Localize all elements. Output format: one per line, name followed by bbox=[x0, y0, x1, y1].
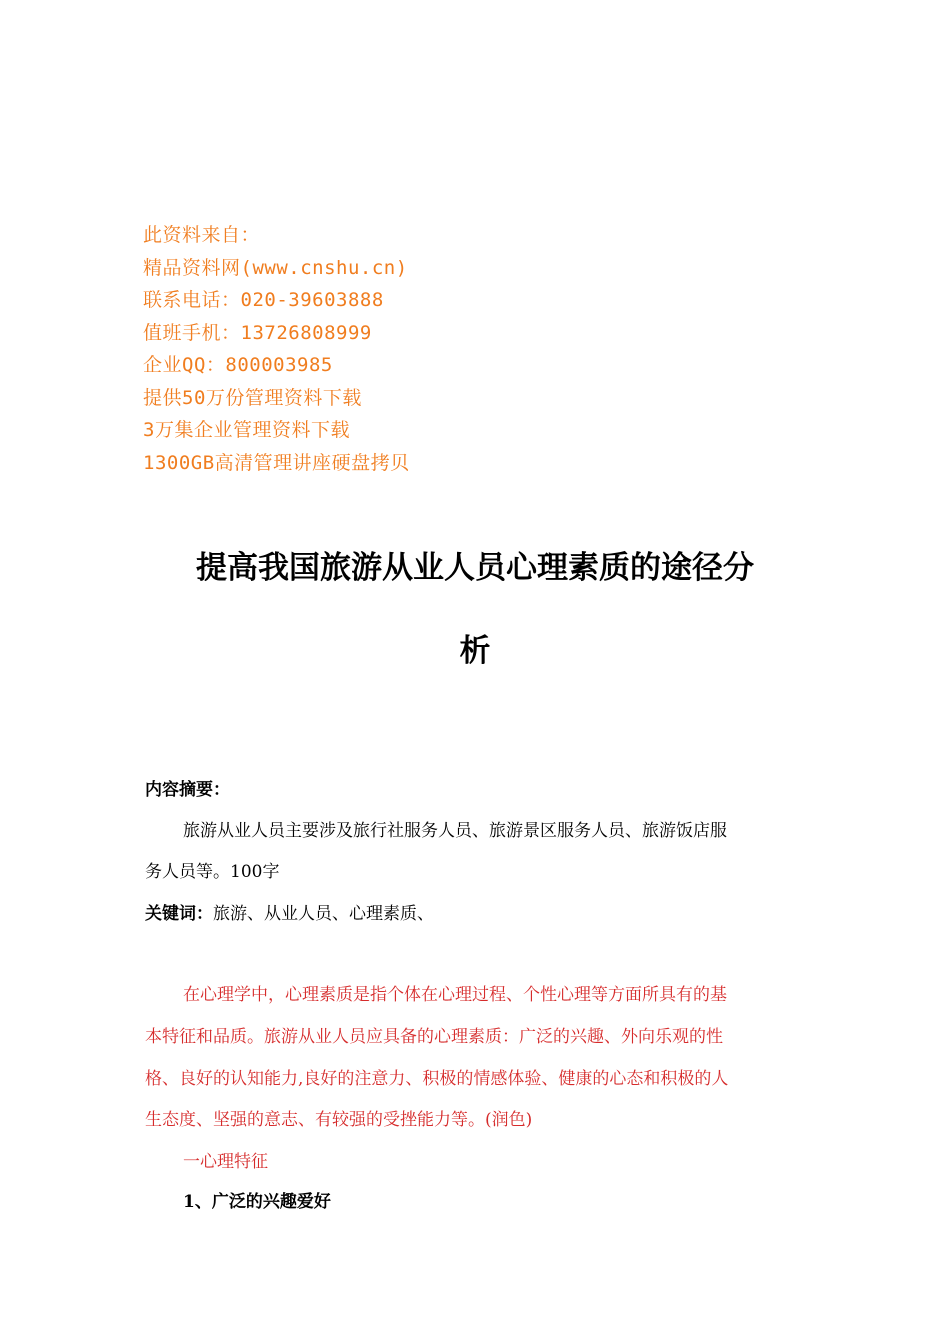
abstract-heading: 内容摘要： bbox=[145, 780, 230, 800]
source-line: 提供50万份管理资料下载 bbox=[143, 386, 362, 409]
source-line: 联系电话：020-39603888 bbox=[143, 289, 384, 311]
source-line: 企业QQ：800003985 bbox=[143, 354, 333, 376]
keywords-label: 关键词： bbox=[145, 904, 213, 924]
body-paragraph-line: 在心理学中，心理素质是指个体在心理过程、个性心理等方面所具有的基 bbox=[183, 985, 727, 1005]
body-paragraph-line: 生态度、坚强的意志、有较强的受挫能力等。(润色) bbox=[145, 1110, 533, 1130]
body-paragraph-line: 本特征和品质。旅游从业人员应具备的心理素质：广泛的兴趣、外向乐观的性 bbox=[145, 1027, 723, 1047]
body-paragraph-line: 格、良好的认知能力,良好的注意力、积极的情感体验、健康的心态和积极的人 bbox=[145, 1069, 729, 1089]
abstract-text-line-2: 务人员等。100字 bbox=[145, 862, 280, 882]
keywords-value: 旅游、从业人员、心理素质、 bbox=[213, 904, 434, 924]
abstract-text-line-1: 旅游从业人员主要涉及旅行社服务人员、旅游景区服务人员、旅游饭店服 bbox=[183, 821, 727, 841]
subsection-heading: 1、广泛的兴趣爱好 bbox=[183, 1192, 331, 1212]
source-info-block bbox=[143, 219, 663, 479]
source-line: 此资料来自： bbox=[143, 224, 261, 246]
document-title-line-2: 析 bbox=[459, 633, 491, 669]
section-heading: 一心理特征 bbox=[183, 1152, 268, 1172]
keywords-line bbox=[145, 902, 805, 926]
source-line: 精品资料网(www.cnshu.cn) bbox=[143, 256, 408, 279]
source-line: 3万集企业管理资料下载 bbox=[143, 419, 350, 441]
source-line: 值班手机：13726808999 bbox=[143, 321, 372, 344]
source-line: 1300GB高清管理讲座硬盘拷贝 bbox=[143, 451, 410, 474]
document-title-line-1: 提高我国旅游从业人员心理素质的途径分 bbox=[196, 550, 754, 586]
